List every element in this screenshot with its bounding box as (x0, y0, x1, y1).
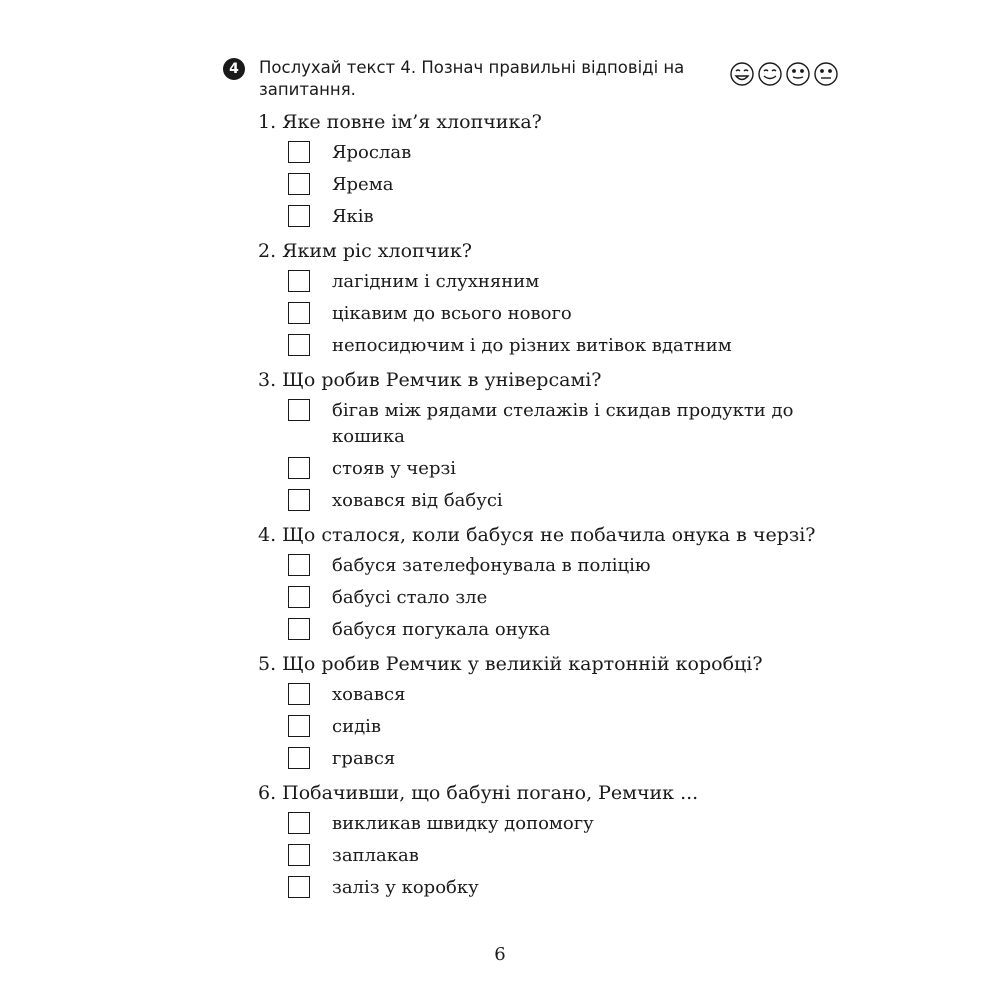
answer-checkbox[interactable] (288, 876, 310, 898)
answer-label: ховався (332, 684, 406, 705)
answer-label: бабусі стало зле (332, 587, 488, 608)
answer-option[interactable] (288, 843, 848, 869)
answer-label: бабуся зателефонувала в поліцію (332, 555, 651, 576)
question-text: 5. Що робив Ремчик у великій картонній коробці? (258, 653, 763, 675)
answer-checkbox[interactable] (288, 173, 310, 195)
answer-label: лагідним і слухняним (332, 271, 540, 292)
answer-label: заплакав (332, 845, 419, 866)
question-text: 3. Що робив Ремчик в універсамі? (258, 369, 602, 391)
answer-option[interactable] (288, 204, 848, 230)
self-assessment-smileys (729, 61, 841, 87)
answer-label: викликав швидку допомогу (332, 813, 594, 834)
question-6 (258, 781, 848, 901)
answer-checkbox[interactable] (288, 554, 310, 576)
answer-option[interactable] (288, 333, 848, 359)
answer-checkbox[interactable] (288, 586, 310, 608)
answer-checkbox[interactable] (288, 489, 310, 511)
answer-checkbox[interactable] (288, 683, 310, 705)
answer-option[interactable] (288, 172, 848, 198)
task-header (223, 55, 843, 105)
answer-label: бігав між рядами стелажів і скидав продукти до кошика (332, 400, 794, 447)
answer-option[interactable] (288, 682, 848, 708)
question-text: 4. Що сталося, коли бабуся не побачила онука в черзі? (258, 524, 816, 546)
answer-option[interactable] (288, 875, 848, 901)
answer-label: сидів (332, 716, 382, 737)
answer-option[interactable] (288, 269, 848, 295)
answer-checkbox[interactable] (288, 270, 310, 292)
task-instruction: Послухай текст 4. Познач правильні відповіді на запитання. (259, 58, 685, 99)
question-text: 1. Яке повне ім’я хлопчика? (258, 111, 542, 133)
answer-checkbox[interactable] (288, 844, 310, 866)
question-list (258, 110, 848, 910)
answer-checkbox[interactable] (288, 457, 310, 479)
answer-label: Ярема (332, 174, 394, 195)
answer-label: цікавим до всього нового (332, 303, 572, 324)
question-5 (258, 652, 848, 772)
answer-option[interactable] (288, 140, 848, 166)
answer-label: заліз у коробку (332, 877, 479, 898)
question-3 (258, 368, 848, 514)
answer-label: Ярослав (332, 142, 412, 163)
answer-option[interactable] (288, 746, 848, 772)
answer-option[interactable] (288, 456, 848, 482)
answer-checkbox[interactable] (288, 141, 310, 163)
answer-label: стояв у черзі (332, 458, 457, 479)
question-2 (258, 239, 848, 359)
page-number: 6 (494, 944, 506, 965)
answer-option[interactable] (288, 585, 848, 611)
answer-checkbox[interactable] (288, 399, 310, 421)
question-1 (258, 110, 848, 230)
answer-label: Яків (332, 206, 374, 227)
answer-option[interactable] (288, 488, 848, 514)
answer-label: грався (332, 748, 396, 769)
answer-checkbox[interactable] (288, 302, 310, 324)
smiling-face-icon[interactable] (731, 63, 753, 85)
question-text: 2. Яким ріс хлопчик? (258, 240, 472, 262)
answer-label: непосидючим і до різних витівок вдатним (332, 335, 732, 356)
answer-checkbox[interactable] (288, 715, 310, 737)
answer-checkbox[interactable] (288, 334, 310, 356)
answer-label: бабуся погукала онука (332, 619, 551, 640)
answer-option[interactable] (288, 811, 848, 837)
answer-label: ховався від бабусі (332, 490, 503, 511)
answer-checkbox[interactable] (288, 747, 310, 769)
question-text: 6. Побачивши, що бабуні погано, Ремчик ... (258, 782, 699, 804)
neutral-face-icon[interactable] (787, 63, 809, 85)
happy-face-icon[interactable] (759, 63, 781, 85)
answer-option[interactable] (288, 617, 848, 643)
sad-face-icon[interactable] (815, 63, 837, 85)
answer-checkbox[interactable] (288, 205, 310, 227)
task-number-badge: 4 (223, 58, 245, 80)
answer-option[interactable] (288, 714, 848, 740)
answer-option[interactable] (288, 398, 848, 450)
answer-checkbox[interactable] (288, 812, 310, 834)
question-4 (258, 523, 848, 643)
answer-option[interactable] (288, 553, 848, 579)
answer-option[interactable] (288, 301, 848, 327)
answer-checkbox[interactable] (288, 618, 310, 640)
